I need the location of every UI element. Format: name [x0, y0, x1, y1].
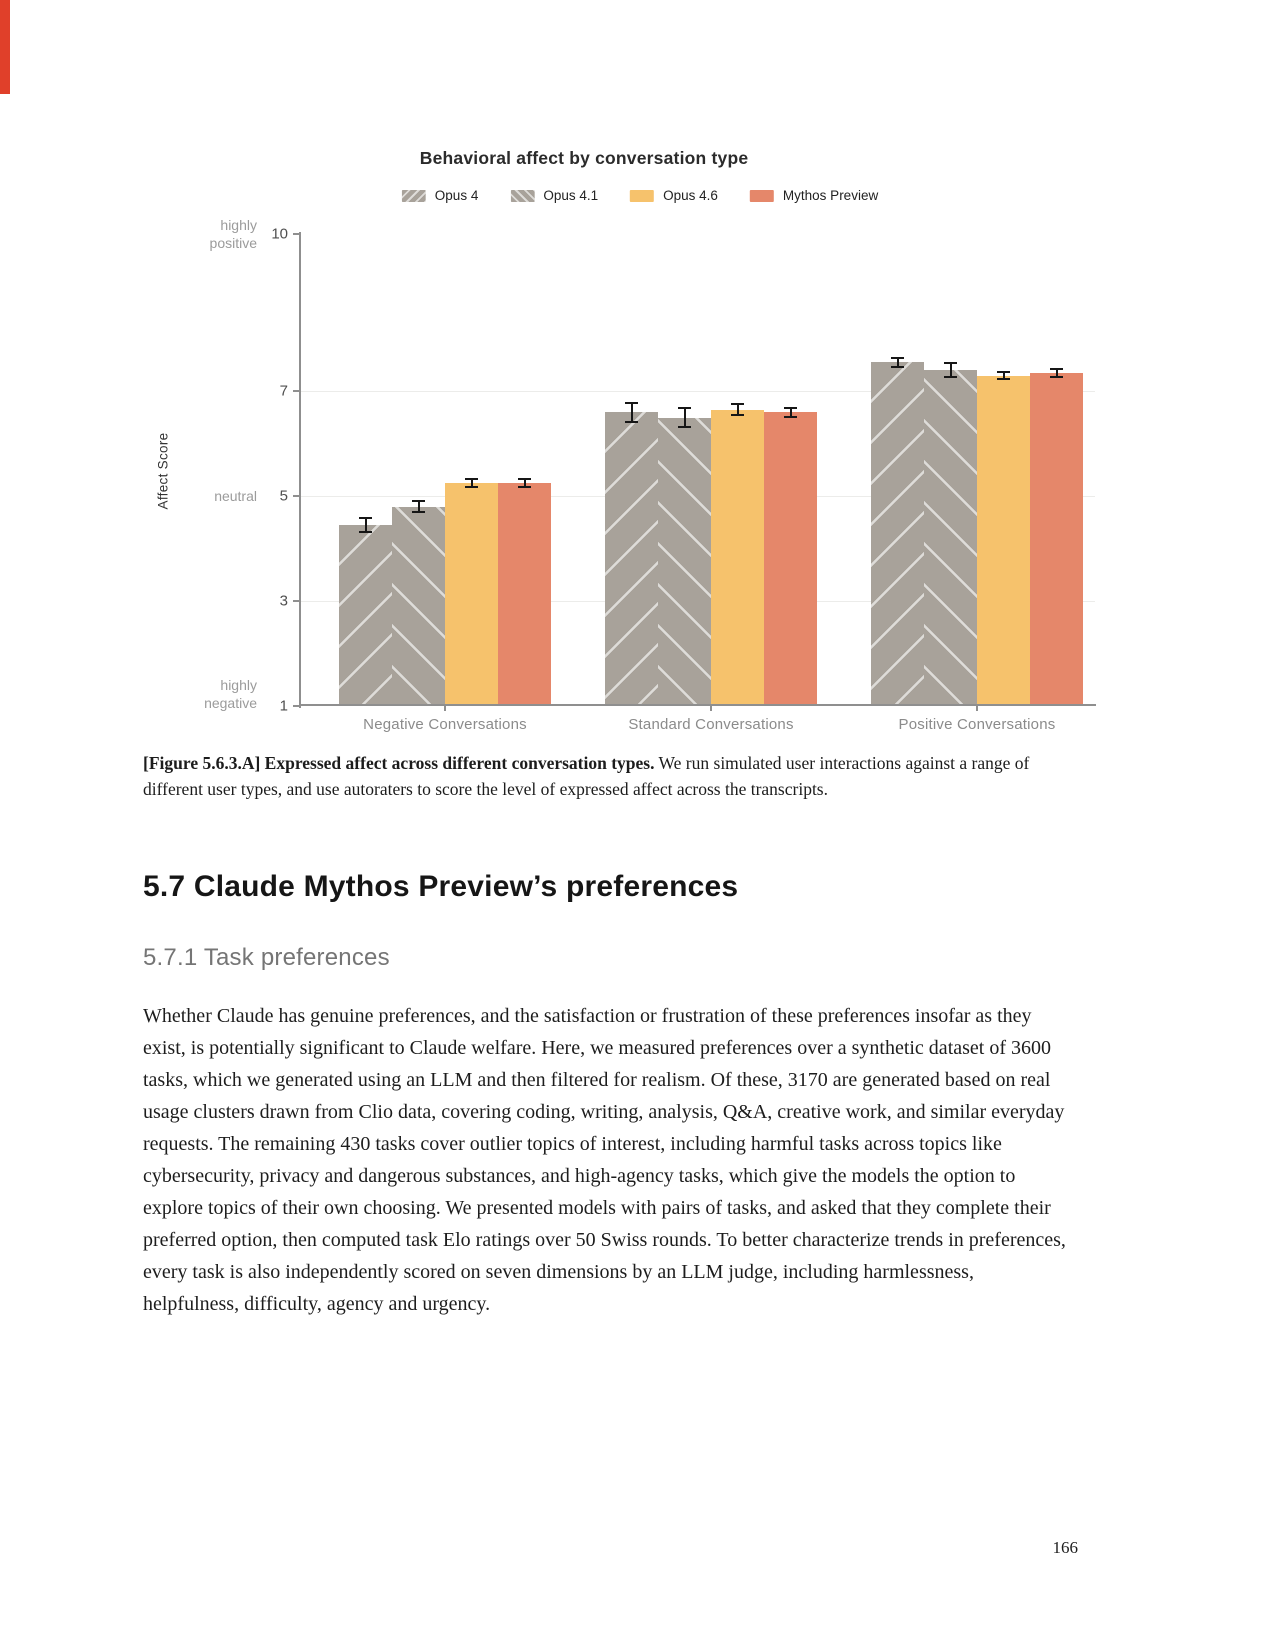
figure-caption-bold: [Figure 5.6.3.A] Expressed affect across different conversation types.	[143, 753, 655, 773]
error-bar-cap-top	[1050, 368, 1063, 370]
error-bar-cap-bot	[731, 414, 744, 416]
error-bar-cap-top	[359, 517, 372, 519]
error-bar-cap-bot	[465, 486, 478, 488]
error-bar	[678, 407, 691, 428]
y-axis-annotation: highly positive	[209, 216, 257, 251]
section-heading: 5.7 Claude Mythos Preview’s preferences	[143, 870, 739, 903]
x-category-label: Positive Conversations	[898, 716, 1056, 733]
figure-caption	[143, 750, 1048, 802]
error-bar-cap-bot	[944, 376, 957, 378]
error-bar-cap-bot	[891, 366, 904, 368]
legend-item	[510, 188, 598, 203]
bar-opus-4-6	[711, 410, 764, 706]
bar-opus-4-1	[924, 370, 977, 706]
error-bar-cap-top	[997, 371, 1010, 373]
error-bar-cap-top	[944, 362, 957, 364]
bar-mythos-preview	[498, 483, 551, 706]
y-axis-annotation: highly negative	[204, 676, 257, 711]
figure-caption-text: We run simulated user interactions against a range of different user types, and use autoraters to score the level of expressed affect across the transcripts.	[143, 753, 1030, 799]
error-bar	[625, 402, 638, 423]
y-tick-label: 3	[279, 592, 288, 610]
error-bar-cap-bot	[784, 416, 797, 418]
error-bar-cap-top	[412, 500, 425, 502]
error-bar	[359, 517, 372, 533]
bar-opus-4-1	[658, 418, 711, 706]
bar-mythos-preview	[764, 412, 817, 706]
bar-opus-4-6	[445, 483, 498, 706]
section-subheading: 5.7.1 Task preferences	[143, 944, 390, 971]
chart-legend	[402, 188, 878, 203]
legend-swatch-icon	[750, 190, 774, 202]
bar-opus-4	[871, 362, 924, 706]
error-bar-stem	[684, 407, 686, 428]
error-bar-cap-bot	[412, 511, 425, 513]
error-bar	[891, 357, 904, 367]
error-bar-cap-top	[518, 478, 531, 480]
bar-mythos-preview	[1030, 373, 1083, 706]
chart-title: Behavioral affect by conversation type	[419, 148, 749, 168]
y-tick-label: 1	[279, 697, 288, 715]
error-bar	[997, 371, 1010, 379]
error-bar	[518, 478, 531, 488]
error-bar-cap-top	[678, 407, 691, 409]
document-page: Behavioral affect by conversation type Opus 4 Opus 4.1 Opus 4.6 Mythos Preview Affect Score 10 highly positive 7 5 neutral 3 1 highly negative Negative Conversations Standard Conversations Positive Conversations [Figure 5.6.3.A] Expressed affect across different conversation types. We run simulated user interactions against a range of different user types, and use autoraters to score the level of expressed affect across the transcripts. 5.7 Claude Mythos Preview’s preferences 5.7.1 Task preferences Whether Claude has genuine preferences, and the satisfaction or frustration of these preferences insofar as they exist, is potentially significant to Claude welfare. Here, we measured preferences over a synthetic dataset of 3600 tasks, which we generated using an LLM and then filtered for realism. Of these, 3170 are generated based on real usage clusters drawn from Clio data, covering coding, writing, analysis, Q&A, creative work, and similar everyday requests. The remaining 430 tasks cover outlier topics of interest, including harmful tasks across topics like cybersecurity, privacy and dangerous substances, and high-agency tasks, which give the models the option to explore topics of their own choosing. We presented models with pairs of tasks, and asked that they complete their preferred option, then computed task Elo ratings over 50 Swiss rounds. To better characterize trends in preferences, every task is also independently scored on seven dimensions by an LLM judge, including harmlessness, helpfulness, difficulty, agency and urgency. 166	[0, 0, 1275, 1650]
bar-chart-plot-area	[204, 216, 1095, 733]
y-tick-label: 5	[279, 487, 288, 505]
y-tick-label: 7	[279, 382, 288, 400]
bar-opus-4	[605, 412, 658, 706]
legend-item	[750, 188, 878, 203]
error-bar-cap-bot	[1050, 376, 1063, 378]
error-bar	[465, 478, 478, 488]
error-bar	[731, 403, 744, 416]
body-paragraph: Whether Claude has genuine preferences, and the satisfaction or frustration of these preferences insofar as they exist, is potentially significant to Claude welfare. Here, we measured preferences over a synthetic dataset of 3600 tasks, which we generated using an LLM and then filtered for realism. Of these, 3170 are generated based on real usage clusters drawn from Clio data, covering coding, writing, analysis, Q&A, creative work, and similar everyday requests. The remaining 430 tasks cover outlier topics of interest, including harmful tasks across topics like cybersecurity, privacy and dangerous substances, and high-agency tasks, which give the models the option to explore topics of their own choosing. We presented models with pairs of tasks, and asked that they complete their preferred option, then computed task Elo ratings over 50 Swiss rounds. To better characterize trends in preferences, every task is also independently scored on seven dimensions by an LLM judge, including harmlessness, helpfulness, difficulty, agency and urgency.	[143, 1005, 1066, 1315]
error-bar-cap-bot	[625, 421, 638, 423]
error-bar-cap-bot	[518, 486, 531, 488]
bar-opus-4-6	[977, 376, 1030, 706]
error-bar	[944, 362, 957, 378]
x-axis-line	[299, 704, 1096, 706]
error-bar-cap-top	[731, 403, 744, 405]
error-bar-cap-top	[625, 402, 638, 404]
legend-swatch-icon	[402, 190, 426, 202]
legend-label: Opus 4.1	[543, 188, 599, 203]
x-category-label: Negative Conversations	[363, 716, 527, 733]
x-category-label: Standard Conversations	[628, 716, 794, 733]
error-bar-cap-bot	[997, 378, 1010, 380]
error-bar-cap-top	[465, 478, 478, 480]
legend-swatch-icon	[510, 190, 534, 202]
error-bar-cap-top	[784, 407, 797, 409]
page-number: 166	[1052, 1538, 1078, 1557]
error-bar	[784, 407, 797, 417]
bar-opus-4	[339, 525, 392, 706]
page-accent-bar	[0, 0, 10, 94]
legend-item	[630, 188, 718, 203]
error-bar-cap-bot	[678, 426, 691, 428]
legend-label: Opus 4	[434, 188, 479, 203]
legend-item	[402, 188, 479, 203]
error-bar-cap-top	[891, 357, 904, 359]
error-bar-cap-bot	[359, 531, 372, 533]
error-bar	[1050, 368, 1063, 378]
bar-opus-4-1	[392, 507, 445, 706]
y-axis-line	[299, 232, 301, 708]
error-bar	[412, 500, 425, 513]
legend-swatch-icon	[630, 190, 654, 202]
error-bar-stem	[631, 402, 633, 423]
y-axis-annotation: neutral	[214, 488, 257, 505]
legend-label: Mythos Preview	[782, 188, 879, 203]
y-tick-label: 10	[271, 225, 288, 243]
legend-label: Opus 4.6	[663, 188, 718, 203]
